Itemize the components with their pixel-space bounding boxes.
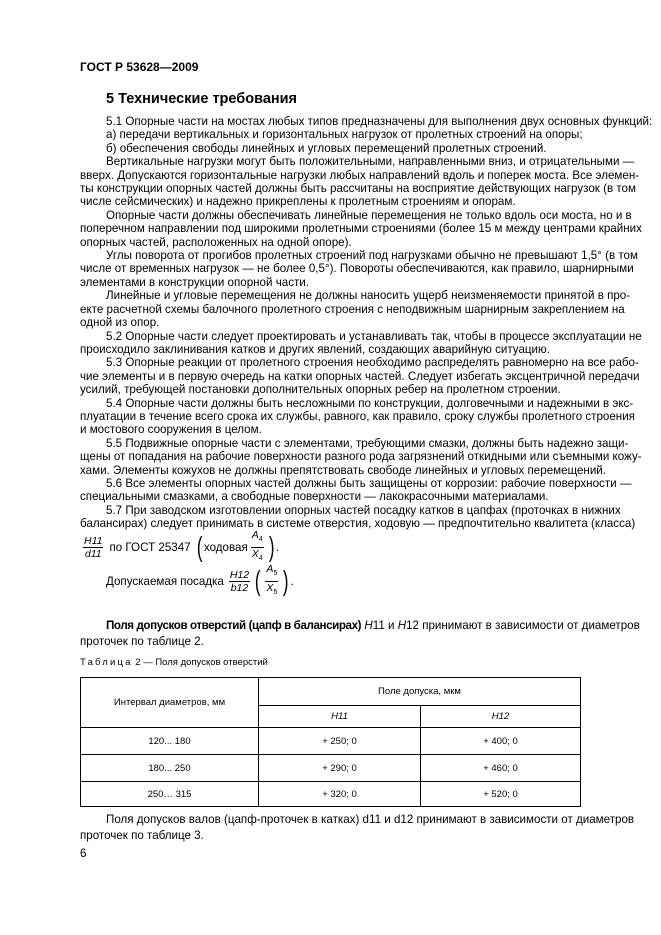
table-cell: + 320; 0 — [259, 782, 421, 807]
paragraph-line: Поля допусков валов (цапф-проточек в катках) d11 и d12 принимают в зависимости от диаметров — [106, 813, 635, 826]
paragraph-line: происходило заклинивания катков и других явлений, создающих аварийную ситуацию. — [80, 342, 550, 356]
paragraph-line: щены от попадания на рабочие поверхности разного рода загрязнений откидными или съемными кожу- — [80, 450, 642, 464]
paragraph-line: числе от временных нагрузок — не более 0,5°). Повороты обеспечиваются, как правило, шарнирными — [80, 262, 634, 276]
h12-number: 12 — [406, 619, 419, 632]
paragraph — [80, 503, 636, 531]
paragraph — [80, 208, 642, 249]
column-header-h11 — [259, 706, 421, 728]
paragraph-line: усилий, требующей постановки дополнительных опорных ребер на пролетном строении. — [80, 383, 561, 397]
denominator: b12 — [230, 581, 249, 594]
paragraph-line: Линейные и угловые перемещения не должны наносить ущерб неизменяемости принятой в про- — [106, 289, 631, 303]
gost-reference: по ГОСТ 25347 — [109, 540, 191, 554]
paragraph-line: хами. Элементы кожухов не должны препятствовать свободе линейных и угловых перемещений. — [80, 463, 606, 477]
paragraph-line: числе сейсмических) и надежно прикреплены к пролетным строениям и опорам. — [80, 195, 516, 209]
numerator: H12 — [229, 568, 250, 581]
paragraph — [80, 115, 653, 128]
header-text: H11 — [331, 711, 348, 722]
paragraph-line: и мостового сооружения в целом. — [80, 423, 262, 437]
subscript: 5 — [273, 570, 278, 578]
paragraph-line: чие элементы и в первую очередь на катки опорных частей. Следует избегать эксцентричной передачи — [80, 369, 640, 383]
table-cell: + 400; 0 — [421, 728, 581, 755]
page-number: 6 — [80, 847, 87, 860]
fit-formula-h12-b12 — [106, 563, 294, 596]
column-header-diameter: Интервал диаметров, мм — [81, 678, 259, 728]
table-caption — [80, 657, 268, 668]
h-letter: H — [397, 619, 407, 632]
right-paren: ) — [283, 565, 289, 596]
paragraph-line: 5.6 Все элементы опорных частей должны быть защищены от коррозии: рабочие поверхности — — [106, 476, 632, 490]
paragraph — [80, 128, 588, 141]
table-caption-text: 2 — Поля допусков отверстий — [132, 657, 268, 668]
paragraph-line: проточек по таблице 2. — [80, 634, 204, 648]
subscript: 4 — [258, 554, 263, 562]
table-cell: + 250; 0 — [259, 728, 421, 755]
header-text: H12 — [491, 711, 510, 722]
table-cell: 120... 180 — [81, 728, 259, 755]
table-cell: 250… 315 — [81, 782, 259, 807]
paragraph-line: вверх. Допускаются горизонтальные нагрузки любых направлений вдоль и поперек моста. Все элемен- — [80, 168, 640, 182]
paragraph-line: 5.7 При заводском изготовлении опорных частей посадку катков в цапфах (проточках в нижних — [106, 503, 621, 517]
paragraph-line: Углы поворота от прогибов пролетных строений под нагрузками обычно не превышают 1,5° (в том — [106, 249, 638, 263]
paragraph-line: а) передачи вертикальных и горизонтальных нагрузок от пролетных строений на опоры; — [106, 128, 583, 142]
numerator: A — [266, 563, 274, 576]
denominator: d11 — [84, 547, 102, 560]
subscript: 4 — [258, 536, 263, 544]
table-cell: + 520; 0 — [421, 782, 581, 807]
conjunction: и — [384, 619, 398, 632]
paragraph — [80, 142, 588, 155]
paragraph-line: элементами в конструкции опорной части. — [80, 275, 309, 289]
paragraph-line: балансирах) следует принимать в системе отверстия, ходовую — предпочтительно квалитета (класса) — [80, 517, 636, 531]
permissible-fit-label: Допускаемая посадка — [106, 574, 224, 588]
paragraph — [80, 436, 642, 477]
fraction-h11-d11 — [83, 535, 103, 560]
paragraph-line: екте расчетной схемы балочного пролетного строения с неподвижным шарнирным закреплением на — [80, 302, 625, 316]
paragraph — [80, 329, 642, 357]
denominator: X — [266, 581, 274, 594]
paragraph — [80, 356, 640, 397]
fraction-h12-b12 — [229, 569, 250, 594]
left-paren: ( — [196, 531, 203, 562]
paragraph-line: 5.5 Подвижные опорные части с элементами, требующими смазки, должны быть надежно защи- — [106, 436, 629, 450]
bold-phrase: Поля допусков отверстий (цапф в балансирах) — [106, 619, 362, 632]
table-cell: + 460; 0 — [421, 755, 581, 782]
paragraph-line: 5.3 Опорные реакции от пролетного строения необходимо распределять равномерно на все рабо- — [106, 356, 639, 370]
paragraph-line: плуатации в течение всего срока их службы, равного, как правило, сроку службы пролетного строения — [80, 409, 635, 423]
h11-number: 11 — [372, 619, 385, 632]
denominator: X — [251, 547, 259, 560]
table-row — [81, 755, 581, 782]
paragraph-line: Вертикальные нагрузки могут быть положительными, направленными вниз, и отрицательными — — [106, 155, 635, 169]
numerator: H11 — [84, 534, 103, 547]
paragraph-line: опорных частей, расположенных на одной опоре). — [80, 235, 352, 249]
numerator: A — [251, 529, 259, 542]
paragraph-line: Опорные части должны обеспечивать линейные перемещения не только вдоль оси моста, но и в — [106, 208, 632, 222]
paragraph — [80, 289, 631, 330]
section-title: 5 Технические требования — [106, 91, 298, 107]
tolerance-paragraph — [80, 618, 640, 649]
period: . — [290, 574, 294, 588]
paragraph-line: ты конструкции опорных частей должны быть рассчитаны на восприятие действующих нагрузок (в том — [80, 182, 636, 196]
paragraph-line: б) обеспечения свободы линейных и угловых перемещений пролетных строений. — [106, 141, 547, 155]
table-caption-prefix: Таблица — [80, 657, 133, 668]
paragraph — [80, 155, 640, 209]
paragraph-line: специальными смазками, а свободные поверхности — лакокрасочными материалами. — [80, 490, 549, 504]
left-paren: ( — [254, 565, 261, 596]
subscript: 5 — [273, 588, 278, 596]
running-fit-label: ходовая — [203, 540, 248, 554]
paragraph-line: 5.4 Опорные части должны быть несложными по конструкции, долговечными и надежными в экс- — [106, 396, 634, 410]
table-row — [81, 782, 581, 807]
fit-formula-h11-d11 — [80, 529, 280, 562]
paragraph-line: 5.1 Опорные части на мостах любых типов предназначены для выполнения двух основных функций: — [106, 115, 653, 128]
table-cell: + 290; 0 — [259, 755, 421, 782]
fraction-a4-x4 — [251, 529, 264, 564]
table-row — [81, 728, 581, 755]
column-header-h12 — [421, 706, 581, 728]
h-letter: H — [364, 619, 373, 632]
footer-paragraph — [80, 812, 635, 843]
paragraph — [80, 396, 635, 437]
body-text — [80, 115, 653, 531]
paragraph-line: 5.2 Опорные части следует проектировать и устанавливать так, чтобы в процессе эксплуатации не — [106, 329, 642, 343]
table-cell: 180... 250 — [81, 755, 259, 782]
tolerance-table — [80, 677, 581, 807]
right-paren: ) — [268, 531, 275, 562]
fraction-a5-x5 — [265, 563, 278, 598]
period: . — [276, 540, 280, 554]
paragraph — [80, 476, 632, 504]
document-header: ГОСТ Р 53628—2009 — [80, 60, 199, 74]
paragraph — [80, 249, 638, 289]
paragraph-line: поперечном направлении под широкими пролетными строениями (более 15 м между центрами крайних — [80, 222, 642, 236]
paragraph-line: проточек по таблице 3. — [80, 828, 204, 842]
column-group-header-tolerance: Поле допуска, мкм — [259, 678, 581, 706]
paragraph-text: принимают в зависимости от диаметров — [418, 619, 640, 632]
paragraph-line: одной из опор. — [80, 316, 160, 330]
